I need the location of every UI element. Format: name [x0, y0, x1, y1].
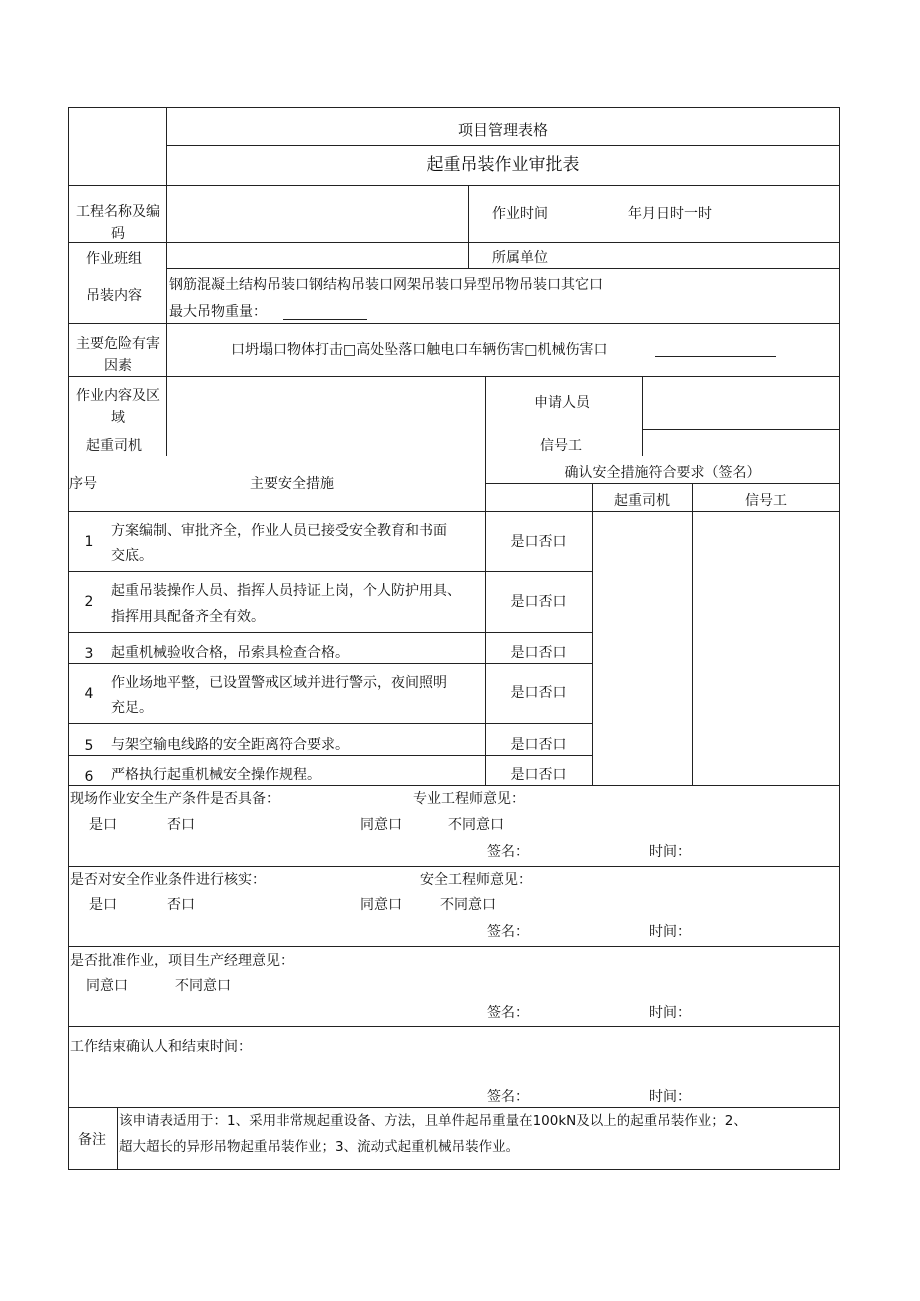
rule: [68, 785, 840, 786]
yes-option[interactable]: 是口: [89, 817, 117, 833]
row-no: 4: [84, 686, 94, 702]
sign-label: 签名：: [487, 1089, 529, 1105]
row-text-1: 严格执行起重机械安全操作规程。: [111, 767, 321, 783]
time-label: 时间：: [649, 1089, 691, 1105]
rule: [68, 946, 840, 947]
yes-option[interactable]: 是口: [89, 897, 117, 913]
sign-label: 签名：: [487, 924, 529, 940]
site-question: 现场作业安全生产条件是否具备：: [70, 791, 280, 807]
rule: [68, 323, 840, 324]
row-no: 5: [84, 738, 94, 754]
rule: [68, 663, 592, 664]
disagree-option[interactable]: 不同意口: [440, 897, 496, 913]
rule: [468, 185, 469, 268]
rule: [68, 376, 840, 377]
disagree-option[interactable]: 不同意口: [175, 978, 231, 994]
remarks-line-2: 超大超长的异形吊物起重吊装作业；3、流动式起重机械吊装作业。: [119, 1139, 520, 1155]
row-text-2: 充足。: [111, 700, 153, 716]
rule: [592, 483, 593, 785]
work-time-label: 作业时间: [492, 206, 548, 222]
row-no: 3: [84, 646, 94, 662]
safety-engineer-label: 安全工程师意见：: [420, 872, 532, 888]
no-option[interactable]: 否口: [167, 897, 195, 913]
form-category-title: 项目管理表格: [457, 121, 548, 139]
row-text-1: 起重机械验收合格，吊索具检查合格。: [111, 645, 349, 661]
time-label: 时间：: [649, 924, 691, 940]
row-check[interactable]: 是口否口: [510, 645, 567, 661]
lifting-content-label: 吊装内容: [86, 288, 142, 304]
rule: [68, 1107, 840, 1108]
approve-question: 是否批准作业，项目生产经理意见：: [70, 953, 294, 969]
hazards-options: 口坍塌口物体打击□高处坠落口触电口车辆伤害□机械伤害口: [231, 342, 608, 358]
verify-question: 是否对安全作业条件进行核实：: [70, 872, 266, 888]
rule: [68, 571, 592, 572]
rule: [68, 185, 840, 186]
team-label: 作业班组: [86, 251, 142, 267]
signalman-header: 信号工: [745, 493, 787, 509]
operator-header: 起重司机: [614, 493, 670, 509]
measure-header: 主要安全措施: [250, 476, 334, 492]
remarks-line-1: 该申请表适用于：1、采用非常规起重设备、方法，且单件起吊重量在100kN及以上的起重吊装作业；2、: [119, 1113, 747, 1129]
rule: [642, 429, 840, 430]
rule: [166, 145, 840, 146]
disagree-option[interactable]: 不同意口: [448, 817, 504, 833]
crane-operator-label: 起重司机: [86, 438, 142, 454]
time-label: 时间：: [649, 1005, 691, 1021]
agree-option[interactable]: 同意口: [360, 897, 402, 913]
row-text-1: 与架空输电线路的安全距离符合要求。: [111, 737, 349, 753]
agree-option[interactable]: 同意口: [86, 978, 128, 994]
signalman-label: 信号工: [540, 438, 582, 454]
rule: [68, 755, 592, 756]
rule: [68, 242, 840, 243]
project-name-label: 工程名称及编码: [76, 204, 160, 242]
row-check[interactable]: 是口否口: [510, 534, 567, 550]
rule: [485, 483, 840, 484]
remarks-label: 备注: [78, 1132, 106, 1148]
work-time-value: 年月日时一时: [628, 206, 712, 222]
end-confirm-label: 工作结束确认人和结束时间：: [70, 1039, 252, 1055]
row-check[interactable]: 是口否口: [510, 594, 567, 610]
agree-option[interactable]: 同意口: [360, 817, 402, 833]
rule: [485, 376, 486, 785]
sign-label: 签名：: [487, 1005, 529, 1021]
rule: [68, 866, 840, 867]
row-text-2: 指挥用具配备齐全有效。: [111, 609, 265, 625]
no-option[interactable]: 否口: [167, 817, 195, 833]
area-label: 作业内容及区域: [76, 388, 160, 426]
applicant-label: 申请人员: [534, 395, 590, 411]
row-no: 1: [84, 534, 94, 550]
max-weight-blank[interactable]: [283, 305, 367, 320]
row-text-1: 作业场地平整，已设置警戒区域并进行警示，夜间照明: [111, 675, 447, 691]
rule: [166, 268, 840, 269]
hazards-other-blank[interactable]: [655, 342, 776, 357]
sign-label: 签名：: [487, 844, 529, 860]
row-text-2: 交底。: [111, 548, 153, 564]
row-no: 2: [84, 594, 94, 610]
no-header: 序号: [69, 476, 97, 492]
unit-label: 所属单位: [492, 250, 548, 266]
row-check[interactable]: 是口否口: [510, 685, 567, 701]
row-no: 6: [84, 769, 94, 785]
rule: [692, 483, 693, 785]
hazards-label: 主要危险有害因素: [76, 336, 160, 374]
form-frame: [68, 107, 840, 1170]
rule: [68, 723, 592, 724]
rule: [642, 376, 643, 456]
max-weight-label: 最大吊物重量：: [169, 304, 267, 320]
time-label: 时间：: [649, 844, 691, 860]
row-text-1: 起重吊装操作人员、指挥人员持证上岗，个人防护用具、: [111, 583, 461, 599]
rule: [68, 511, 840, 512]
confirm-header: 确认安全措施符合要求（签名）: [564, 465, 761, 481]
lifting-content-options: 钢筋混凝土结构吊装口钢结构吊装口网架吊装口异型吊物吊装口其它口: [169, 277, 603, 293]
row-text-1: 方案编制、审批齐全，作业人员已接受安全教育和书面: [111, 523, 447, 539]
row-check[interactable]: 是口否口: [510, 767, 567, 783]
row-check[interactable]: 是口否口: [510, 737, 567, 753]
rule: [68, 1026, 840, 1027]
rule: [117, 1107, 118, 1170]
engineer-label: 专业工程师意见：: [413, 791, 525, 807]
form-title: 起重吊装作业审批表: [426, 155, 580, 175]
rule: [68, 632, 592, 633]
